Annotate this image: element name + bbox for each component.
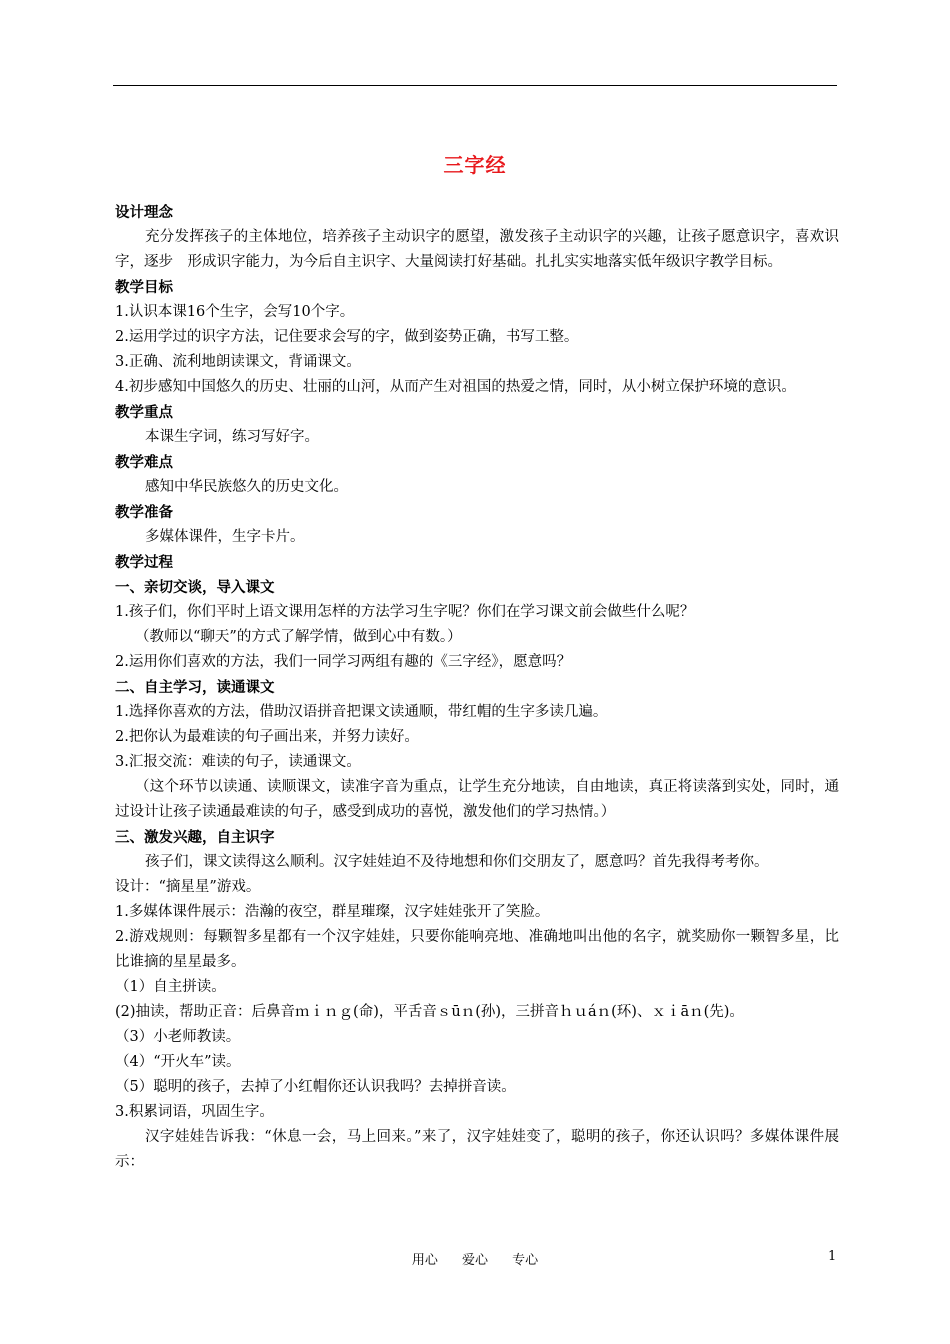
section-heading: 教学重点 <box>115 404 173 421</box>
document-body <box>115 200 839 1175</box>
paragraph: 2.把你认为最难读的句子画出来，并努力读好。 <box>115 729 419 745</box>
paragraph: 充分发挥孩子的主体地位，培养孩子主动识字的愿望，激发孩子主动识字的兴趣，让孩子愿意识字，喜欢识字，逐步 形成识字能力，为今后自主识字、大量阅读打好基础。扎扎实实地落实低年级识字教学目标。 <box>115 229 839 270</box>
section-heading: 一、亲切交谈，导入课文 <box>115 579 275 596</box>
paragraph: 3.汇报交流：难读的句子，读通课文。 <box>115 754 361 770</box>
footer-motto: 用心 爱心 专心 <box>411 1253 539 1268</box>
paragraph: 2.运用学过的识字方法，记住要求会写的字，做到姿势正确，书写工整。 <box>115 329 579 345</box>
paragraph: 1.选择你喜欢的方法，借助汉语拼音把课文读通顺，带红帽的生字多读几遍。 <box>115 704 608 720</box>
paragraph: 汉字娃娃告诉我：“休息一会，马上回来。”来了，汉字娃娃变了，聪明的孩子，你还认识吗？多媒体课件展示： <box>115 1129 839 1170</box>
paragraph: (2)抽读，帮助正音：后鼻音ｍｉｎｇ(命)，平舌音ｓūｎ(孙)，三拼音ｈｕáｎ(环)、ｘｉāｎ(先)。 <box>115 1004 744 1020</box>
section-heading: 二、自主学习，读通课文 <box>115 679 275 696</box>
paragraph: 4.初步感知中国悠久的历史、壮丽的山河，从而产生对祖国的热爱之情，同时，从小树立保护环境的意识。 <box>115 379 796 395</box>
document-title: 三字经 <box>443 153 507 177</box>
paragraph: 1.认识本课16个生字，会写10个字。 <box>115 304 355 320</box>
paragraph: 多媒体课件，生字卡片。 <box>145 529 305 545</box>
paragraph: （5）聪明的孩子，去掉了小红帽你还认识我吗？去掉拼音读。 <box>115 1079 516 1095</box>
paragraph: 孩子们，课文读得这么顺利。汉字娃娃迫不及待地想和你们交朋友了，愿意吗？首先我得考考你。 <box>145 854 769 870</box>
paragraph: 2.运用你们喜欢的方法，我们一同学习两组有趣的《三字经》，愿意吗？ <box>115 654 572 670</box>
paragraph: 3.正确、流利地朗读课文，背诵课文。 <box>115 354 361 370</box>
section-heading: 教学过程 <box>115 554 173 571</box>
section-heading: 设计理念 <box>115 204 173 221</box>
paragraph: 1.多媒体课件展示：浩瀚的夜空，群星璀璨，汉字娃娃张开了笑脸。 <box>115 904 550 920</box>
paragraph: （教师以“聊天”的方式了解学情，做到心中有数。） <box>135 629 462 645</box>
paragraph: 3.积累词语，巩固生字。 <box>115 1104 274 1120</box>
paragraph: 设计：“摘星星”游戏。 <box>115 879 261 895</box>
paragraph: （4）“开火车”读。 <box>115 1054 241 1070</box>
section-heading: 教学难点 <box>115 454 173 471</box>
section-heading: 教学目标 <box>115 279 173 296</box>
paragraph: 本课生字词，练习写好字。 <box>145 429 319 445</box>
section-heading: 三、激发兴趣，自主识字 <box>115 829 275 846</box>
paragraph: （3）小老师教读。 <box>115 1029 241 1045</box>
paragraph: 感知中华民族悠久的历史文化。 <box>145 479 348 495</box>
section-heading: 教学准备 <box>115 504 173 521</box>
header-rule <box>113 85 837 86</box>
paragraph: 1.孩子们，你们平时上语文课用怎样的方法学习生字呢？你们在学习课文前会做些什么呢？ <box>115 604 695 620</box>
paragraph: （这个环节以读通、读顺课文，读准字音为重点，让学生充分地读，自由地读，真正将读落到实处，同时，通过设计让孩子读通最难读的句子，感受到成功的喜悦，激发他们的学习热情。） <box>115 779 839 820</box>
page-number: 1 <box>828 1249 837 1264</box>
paragraph: （1）自主拼读。 <box>115 979 226 995</box>
paragraph: 2.游戏规则：每颗智多星都有一个汉字娃娃，只要你能响亮地、准确地叫出他的名字，就奖励你一颗智多星，比比谁摘的星星最多。 <box>115 929 839 970</box>
